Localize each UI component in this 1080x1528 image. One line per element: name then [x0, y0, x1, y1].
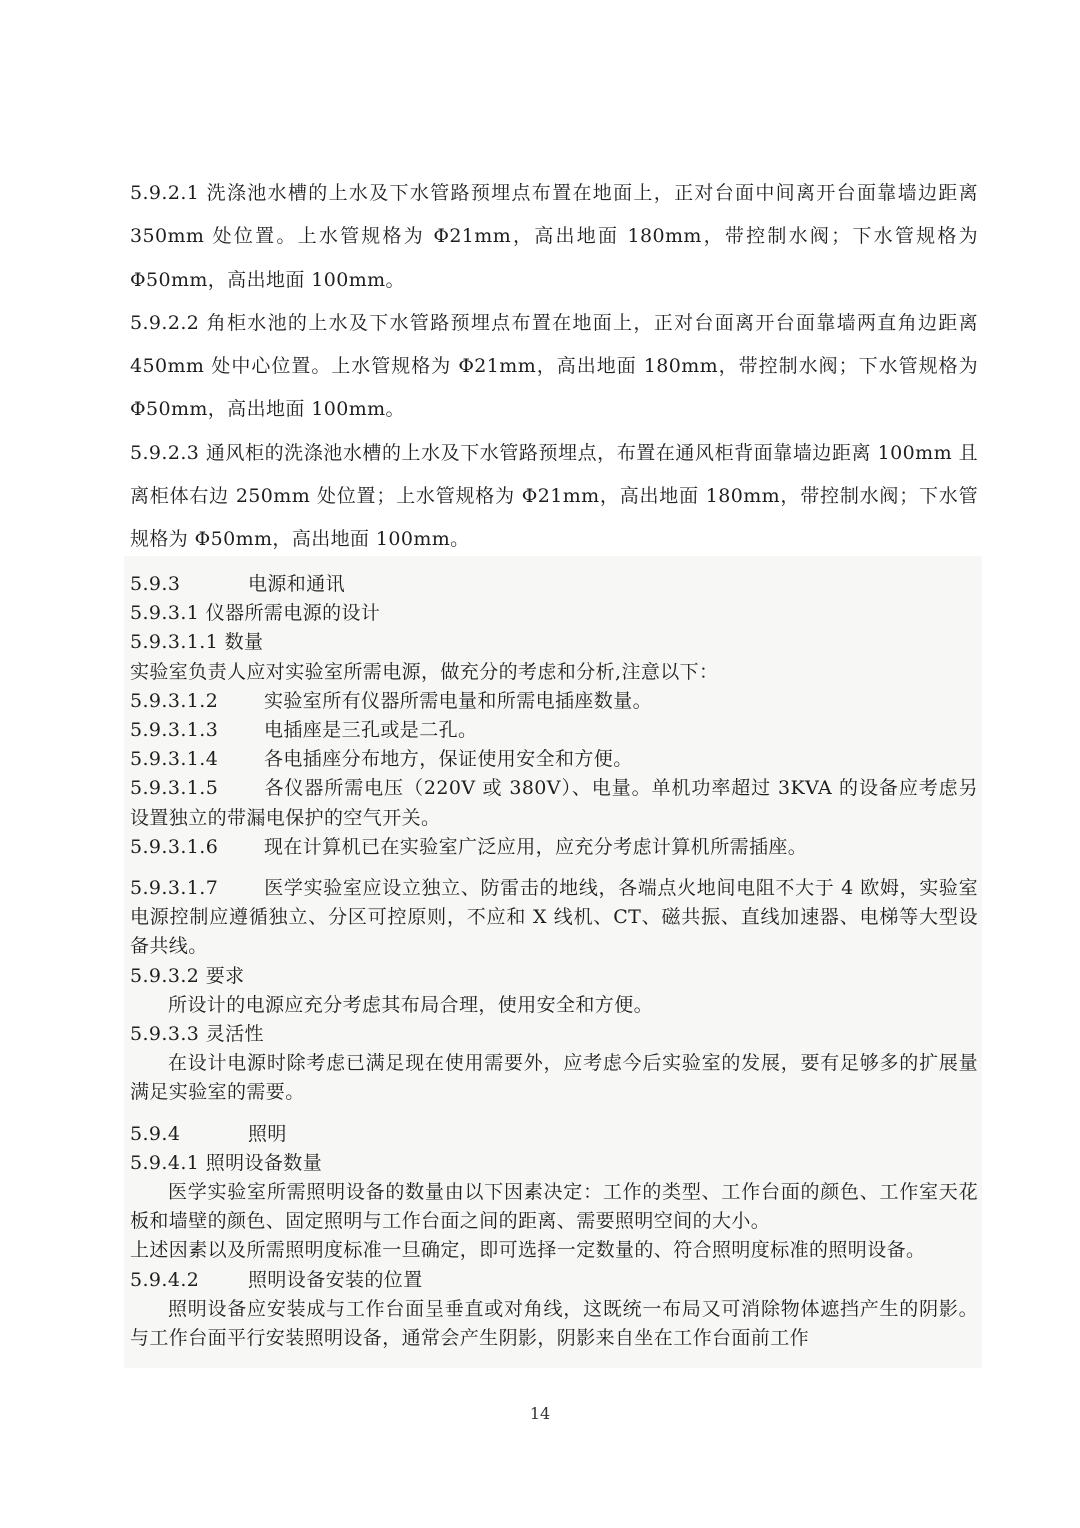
- item-text: 电插座是三孔或是二孔。: [264, 719, 478, 742]
- flexibility-paragraph: 在设计电源时除考虑已满足现在使用需要外，应考虑今后实验室的发展，要有足够多的扩展量满足实验室的需要。: [130, 1052, 978, 1104]
- heading-title: 照明: [248, 1122, 287, 1145]
- intro-paragraph: 实验室负责人应对实验室所需电源，做充分的考虑和分析,注意以下：: [130, 660, 719, 683]
- item-number: 5.9.3.1.7: [130, 877, 219, 900]
- heading-5-9-3: [130, 570, 978, 599]
- item-number: 5.9.3.1.3: [130, 719, 219, 742]
- item-number: 5.9.3.1.2: [130, 689, 219, 712]
- lighting-position-paragraph: 照明设备应安装成与工作台面呈垂直或对角线，这既统一布局又可消除物体遮挡产生的阴影。与工作台面平行安装照明设备，通常会产生阴影，阴影来自坐在工作台面前工作: [130, 1297, 978, 1350]
- heading-number: 5.9.3: [130, 573, 181, 595]
- subheading-5-9-4-1: 5.9.4.1 照明设备数量: [130, 1151, 323, 1174]
- paragraph-5-9-2-3: 5.9.2.3 通风柜的洗涤池水槽的上水及下水管路预埋点，布置在通风柜背面靠墙边距离 100mm 且离柜体右边 250mm 处位置；上水管规格为 Φ21mm，高出地面 180mm，带控制水阀；下水管规格为 Φ50mm，高出地面 100mm。: [130, 441, 978, 551]
- page-number: 14: [529, 1404, 551, 1423]
- lighting-standard-paragraph: 上述因素以及所需照明度标准一旦确定，即可选择一定数量的、符合照明度标准的照明设备。: [130, 1239, 926, 1262]
- heading-number: 5.9.4: [130, 1122, 181, 1145]
- heading-number: 5.9.4.2: [130, 1268, 200, 1291]
- item-number: 5.9.3.1.4: [130, 748, 219, 771]
- item-text: 医学实验室应设立独立、防雷击的地线，各端点火地间电阻不大于 4 欧姆，实验室电源控制应遵循独立、分区可控原则，不应和 X 线机、CT、磁共振、直线加速器、电梯等大型设备共线。: [130, 877, 978, 958]
- paragraph-5-9-2-2: 5.9.2.2 角柜水池的上水及下水管路预埋点布置在地面上，正对台面离开台面靠墙两直角边距离 450mm 处中心位置。上水管规格为 Φ21mm，高出地面 180mm，带控制水阀；下水管规格为 Φ50mm，高出地面 100mm。: [130, 311, 978, 421]
- heading-title: 照明设备安装的位置: [248, 1268, 423, 1291]
- list-item: [130, 833, 978, 862]
- item-text: 各仪器所需电压（220V 或 380V）、电量。单机功率超过 3KVA 的设备应考虑另设置独立的带漏电保护的空气开关。: [130, 777, 978, 829]
- item-number: 5.9.3.1.5: [130, 777, 219, 800]
- list-item-7: [130, 874, 978, 962]
- list-item: [130, 745, 978, 774]
- list-item: [130, 774, 978, 832]
- list-item: [130, 716, 978, 745]
- subheading-5-9-3-2: 5.9.3.2 要求: [130, 964, 245, 987]
- subheading-5-9-3-3: 5.9.3.3 灵活性: [130, 1023, 264, 1046]
- heading-5-9-4: [130, 1120, 978, 1149]
- subheading-5-9-4-2: [130, 1266, 978, 1295]
- subheading-5-9-3-1-1: 5.9.3.1.1 数量: [130, 631, 264, 654]
- water-pipe-section: [130, 172, 978, 562]
- requirement-paragraph: 所设计的电源应充分考虑其布局合理，使用安全和方便。: [168, 993, 654, 1016]
- power-and-lighting-section: [130, 570, 978, 1353]
- list-item: [130, 687, 978, 716]
- heading-title: 电源和通讯: [248, 573, 346, 595]
- item-number: 5.9.3.1.6: [130, 835, 219, 858]
- subheading-5-9-3-1: 5.9.3.1 仪器所需电源的设计: [130, 602, 381, 625]
- item-text: 现在计算机已在实验室广泛应用，应充分考虑计算机所需插座。: [264, 835, 808, 858]
- paragraph-5-9-2-1: 5.9.2.1 洗涤池水槽的上水及下水管路预埋点布置在地面上，正对台面中间离开台面靠墙边距离 350mm 处位置。上水管规格为 Φ21mm，高出地面 180mm，带控制水阀；下水管规格为 Φ50mm，高出地面 100mm。: [130, 182, 978, 291]
- item-text: 各电插座分布地方，保证使用安全和方便。: [264, 748, 633, 771]
- item-text: 实验室所有仪器所需电量和所需电插座数量。: [264, 689, 653, 712]
- lighting-quantity-paragraph: 医学实验室所需照明设备的数量由以下因素决定：工作的类型、工作台面的颜色、工作室天花板和墙壁的颜色、固定照明与工作台面之间的距离、需要照明空间的大小。: [130, 1181, 978, 1233]
